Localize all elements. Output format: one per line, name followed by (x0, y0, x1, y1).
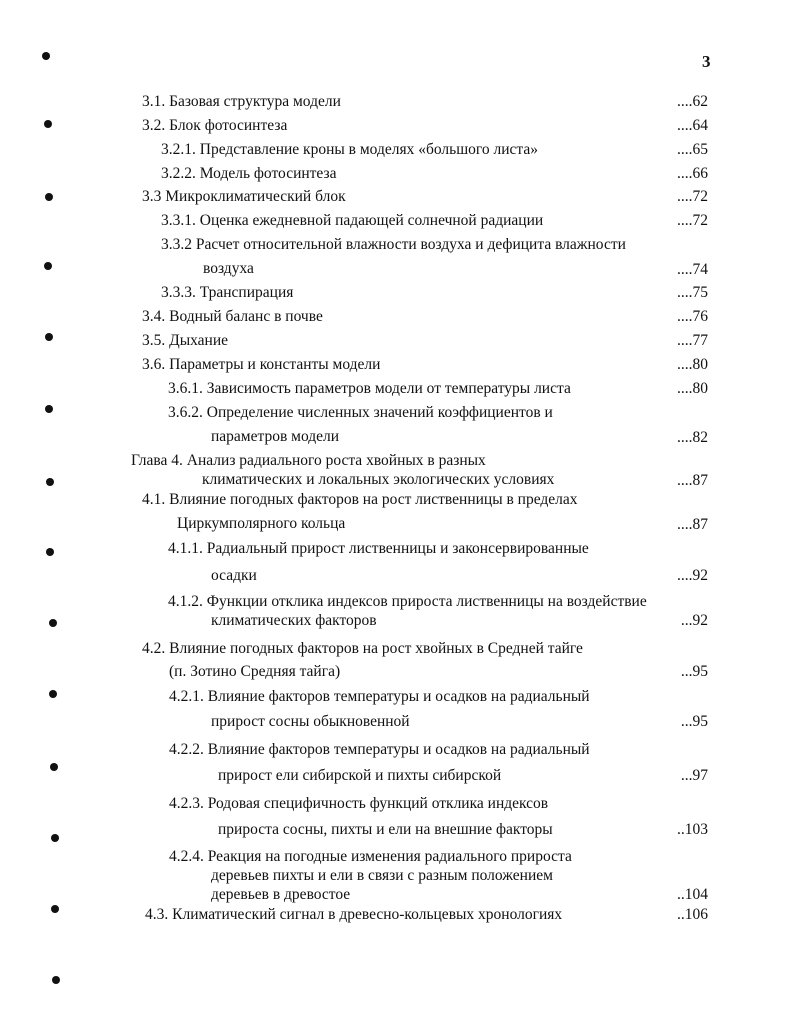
toc-page: ....80 (677, 356, 708, 373)
toc-entry-4-2-4: 4.2.4. Реакция на погодные изменения радиального прироста (169, 848, 572, 865)
toc-entry-4-2-2-cont: прирост ели сибирской и пихты сибирской (218, 767, 502, 784)
toc-entry-4-2-3: 4.2.3. Родовая специфичность функций отклика индексов (169, 795, 549, 812)
toc-page: ....64 (677, 117, 708, 134)
toc-page: ...95 (680, 663, 708, 680)
toc-entry-3-3-2: 3.3.2 Расчет относительной влажности воздуха и дефицита влажности (161, 236, 626, 253)
binding-hole (50, 763, 58, 771)
toc-entry-3-2-1: 3.2.1. Представление кроны в моделях «большого листа» (161, 141, 538, 158)
toc-entry-3-3-3: 3.3.3. Транспирация (161, 284, 294, 301)
toc-page: ....77 (677, 332, 708, 349)
binding-hole (46, 548, 54, 556)
binding-hole (44, 262, 52, 270)
toc-entry-4-2-1-cont: прирост сосны обыкновенной (211, 713, 410, 730)
toc-page: ....72 (677, 188, 708, 205)
toc-entry-4-3: 4.3. Климатический сигнал в древесно-кольцевых хронологиях (145, 906, 563, 923)
toc-entry-3-6-2: 3.6.2. Определение численных значений коэффициентов и (168, 404, 553, 421)
toc-page: ....80 (677, 380, 708, 397)
binding-hole (52, 976, 60, 984)
toc-entry-3-2-2: 3.2.2. Модель фотосинтеза (161, 165, 337, 182)
toc-entry-3-3-2-cont: воздуха (203, 260, 254, 277)
toc-page: ..103 (677, 821, 708, 838)
toc-page: ....92 (677, 567, 708, 584)
toc-entry-4-2-cont: (п. Зотино Средняя тайга) (169, 663, 341, 680)
binding-hole (45, 193, 53, 201)
toc-entry-4-1-2: 4.1.2. Функции отклика индексов прироста лиственницы на воздействие (168, 593, 647, 610)
toc-page: ....87 (677, 516, 708, 533)
toc-page: ....76 (677, 308, 708, 325)
binding-hole (42, 52, 50, 60)
toc-page: ...97 (680, 767, 708, 784)
toc-page: ....75 (677, 284, 708, 301)
toc-entry-4-2-4-cont: деревьев пихты и ели в связи с разным положением (211, 867, 553, 884)
toc-entry-3-4: 3.4. Водный баланс в почве (142, 308, 323, 325)
toc-page: ....82 (677, 429, 708, 446)
toc-entry-4-2-4-cont2: деревьев в древостое (211, 886, 351, 903)
toc-entry-4-1-1: 4.1.1. Радиальный прирост лиственницы и законсервированные (168, 540, 589, 557)
toc-entry-3-3: 3.3 Микроклиматический блок (142, 188, 346, 205)
toc-entry-4-2-1: 4.2.1. Влияние факторов температуры и осадков на радиальный (169, 688, 590, 705)
toc-entry-4-1: 4.1. Влияние погодных факторов на рост лиственницы в пределах (142, 491, 578, 508)
binding-hole (44, 120, 52, 128)
toc-page: ..104 (677, 886, 708, 903)
toc-entry-3-1: 3.1. Базовая структура модели (142, 93, 341, 110)
toc-entry-4-2: 4.2. Влияние погодных факторов на рост хвойных в Средней тайге (142, 640, 583, 657)
toc-page: ....72 (677, 212, 708, 229)
toc-entry-4-1-2-cont: климатических факторов (211, 612, 377, 629)
toc-entry-4-2-2: 4.2.2. Влияние факторов температуры и осадков на радиальный (169, 741, 590, 758)
toc-entry-3-6-1: 3.6.1. Зависимость параметров модели от температуры листа (168, 380, 571, 397)
toc-entry-4-2-3-cont: прироста сосны, пихты и ели на внешние факторы (218, 821, 553, 838)
toc-entry-3-6: 3.6. Параметры и константы модели (142, 356, 381, 373)
toc-page: ....74 (677, 261, 708, 278)
toc-page: ....62 (677, 93, 708, 110)
binding-hole (45, 333, 53, 341)
toc-page: ....65 (677, 141, 708, 158)
toc-entry-3-3-1: 3.3.1. Оценка ежедневной падающей солнечной радиации (161, 212, 544, 229)
binding-hole (45, 405, 53, 413)
toc-page: ....87 (677, 472, 708, 489)
toc-entry-4-1-cont: Циркумполярного кольца (177, 515, 346, 532)
toc-page: ...95 (680, 713, 708, 730)
binding-hole (49, 619, 57, 627)
toc-entry-3-6-2-cont: параметров модели (211, 428, 340, 445)
toc-entry-3-5: 3.5. Дыхание (142, 332, 229, 349)
toc-entry-3-2: 3.2. Блок фотосинтеза (142, 117, 288, 134)
toc-entry-4-1-1-cont: осадки (211, 567, 257, 584)
toc-page: ..106 (677, 906, 708, 923)
binding-hole (51, 905, 59, 913)
binding-hole (49, 690, 57, 698)
toc-page: ...92 (680, 612, 708, 629)
toc-entry-chapter-4: Глава 4. Анализ радиального роста хвойных в разных (131, 452, 486, 469)
binding-hole (46, 478, 54, 486)
binding-hole (51, 834, 59, 842)
page-number: 3 (702, 52, 711, 71)
toc-page: ....66 (677, 165, 708, 182)
toc-entry-chapter-4-cont: климатических и локальных экологических условиях (202, 471, 555, 488)
